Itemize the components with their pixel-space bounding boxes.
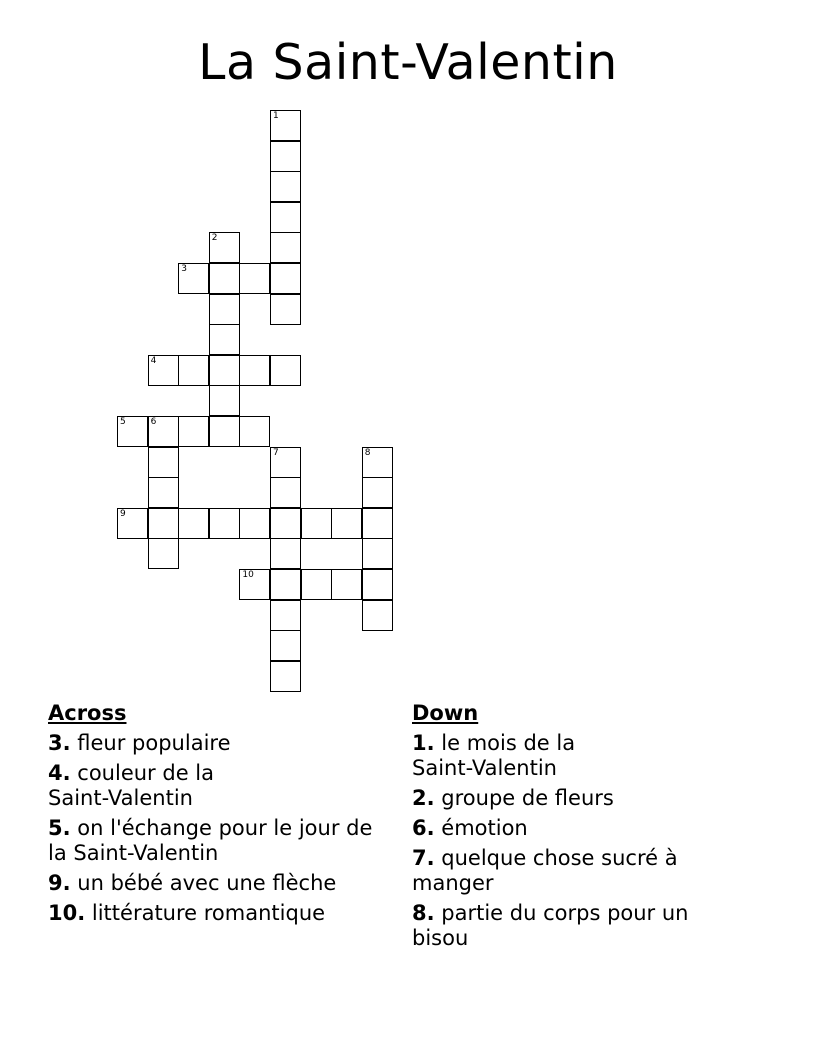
grid-cell[interactable] [270,600,301,631]
grid-cell[interactable] [148,508,179,539]
clue-number: 4. [48,761,71,785]
grid-cell[interactable] [209,263,240,294]
clue-number: 10. [48,901,86,925]
clue-across [48,901,378,926]
grid-cell[interactable] [239,569,270,600]
grid-cell[interactable] [209,232,240,263]
grid-cell[interactable] [270,110,301,141]
grid-cell[interactable] [270,232,301,263]
grid-cell[interactable] [362,508,393,539]
grid-number: 6 [150,417,157,427]
grid-number: 7 [273,447,279,458]
grid-number: 10 [242,570,254,580]
grid-cell[interactable] [270,202,301,233]
grid-cell[interactable] [270,477,301,508]
grid-cell[interactable] [148,355,179,386]
grid-cell[interactable] [301,508,332,539]
grid-cell[interactable] [148,477,179,508]
clue-number: 1. [412,731,435,755]
clue-down [412,901,717,951]
grid-number: 9 [120,508,126,519]
grid-cell[interactable] [209,508,240,539]
clue-down [412,731,612,781]
clue-number: 6. [412,816,435,840]
grid-number: 8 [364,447,371,458]
grid-cell[interactable] [209,294,240,325]
grid-number: 3 [181,264,187,274]
grid-cell[interactable] [362,569,393,600]
grid-cell[interactable] [148,538,179,569]
grid-cell[interactable] [209,355,240,386]
clue-across [48,761,248,811]
grid-cell[interactable] [362,600,393,631]
grid-cell[interactable] [270,630,301,661]
grid-cell[interactable] [331,508,362,539]
grid-cell[interactable] [148,447,179,478]
clue-text: couleur de la Saint-Valentin [48,761,214,810]
clue-down [412,846,707,896]
down-clues [412,701,722,956]
clue-number: 5. [48,816,71,840]
grid-cell[interactable] [270,355,301,386]
clue-number: 3. [48,731,71,755]
grid-cell[interactable] [270,294,301,325]
grid-cell[interactable] [270,508,301,539]
clue-number: 8. [412,901,435,925]
grid-cell[interactable] [148,416,179,447]
grid-cell[interactable] [270,447,301,478]
grid-cell[interactable] [270,569,301,600]
clue-text: un bébé avec une flèche [77,871,337,895]
clue-across [48,731,378,756]
clue-text: le mois de la Saint-Valentin [412,731,576,780]
grid-cell[interactable] [117,508,148,539]
clue-text: émotion [441,816,528,840]
grid-number: 4 [150,355,157,366]
grid-cell[interactable] [270,661,301,692]
grid-cell[interactable] [239,416,270,447]
clue-across [48,871,378,896]
clue-text: fleur populaire [77,731,231,755]
grid-cell[interactable] [331,569,362,600]
clue-text: on l'échange pour le jour de la Saint-Valentin [48,816,373,865]
grid-cell[interactable] [270,171,301,202]
grid-cell[interactable] [239,263,270,294]
grid-cell[interactable] [239,508,270,539]
grid-cell[interactable] [178,508,209,539]
clue-text: littérature romantique [91,901,326,925]
grid-cell[interactable] [301,569,332,600]
clue-across [48,816,378,866]
grid-cell[interactable] [362,477,393,508]
grid-cell[interactable] [209,324,240,355]
grid-cell[interactable] [239,355,270,386]
grid-cell[interactable] [270,538,301,569]
clue-number: 2. [412,786,435,810]
across-heading: Across [48,701,127,725]
page-title: La Saint-Valentin [198,34,618,91]
grid-number: 1 [273,111,279,121]
grid-cell[interactable] [178,263,209,294]
grid-cell[interactable] [270,263,301,294]
clue-number: 9. [48,871,71,895]
clue-text: quelque chose sucré à manger [412,846,678,895]
grid-cell[interactable] [117,416,148,447]
clue-text: partie du corps pour un bisou [412,901,689,950]
clue-down [412,786,722,811]
grid-cell[interactable] [178,416,209,447]
grid-cell[interactable] [362,447,393,478]
grid-cell[interactable] [178,355,209,386]
clue-number: 7. [412,846,435,870]
grid-cell[interactable] [362,538,393,569]
grid-cell[interactable] [209,385,240,416]
grid-number: 2 [211,233,218,244]
clue-down [412,816,722,841]
grid-number: 5 [120,417,126,427]
across-clues [48,701,378,931]
grid-cell[interactable] [270,141,301,172]
down-heading: Down [412,701,479,725]
clue-text: groupe de fleurs [441,786,614,810]
grid-cell[interactable] [209,416,240,447]
